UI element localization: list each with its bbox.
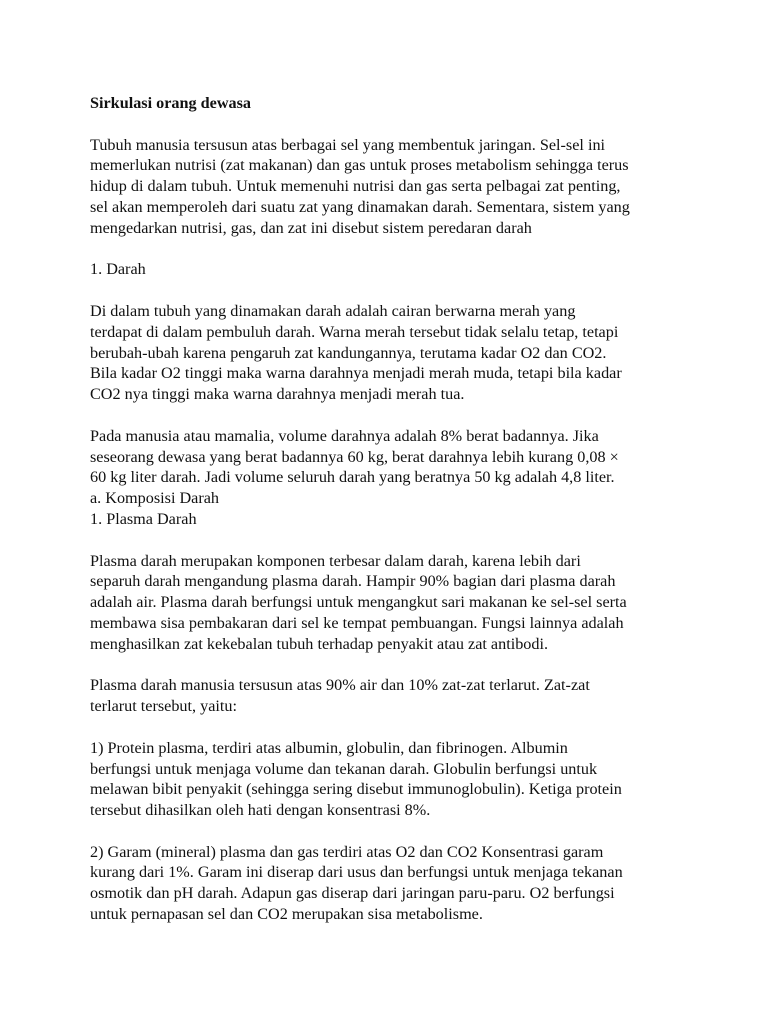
text-line: sel akan memperoleh dari suatu zat yang dinamakan darah. Sementara, sistem yang <box>90 197 630 216</box>
text-line: Bila kadar O2 tinggi maka warna darahnya menjadi merah muda, tetapi bila kadar <box>90 364 622 383</box>
text-line: Tubuh manusia tersusun atas berbagai sel yang membentuk jaringan. Sel-sel ini <box>90 135 606 154</box>
document-body <box>90 135 690 925</box>
document-title: Sirkulasi orang dewasa <box>90 94 252 112</box>
paragraph-gap <box>90 239 690 260</box>
text-line: memerlukan nutrisi (zat makanan) dan gas untuk proses metabolism sehingga terus <box>90 156 629 175</box>
text-line: membawa sisa pembakaran dari sel ke tempat pembuangan. Fungsi lainnya adalah <box>90 613 624 632</box>
paragraph-6 <box>90 675 690 717</box>
text-line: kurang dari 1%. Garam ini diserap dari usus dan berfungsi untuk menjaga tekanan <box>90 863 623 882</box>
text-line: Pada manusia atau mamalia, volume darahnya adalah 8% berat badannya. Jika <box>90 426 599 445</box>
paragraph-gap <box>90 405 690 426</box>
paragraph-1 <box>90 135 690 239</box>
paragraph-8 <box>90 842 690 925</box>
text-line: 2) Garam (mineral) plasma dan gas terdiri atas O2 dan CO2 Konsentrasi garam <box>90 842 604 861</box>
text-line: 1. Plasma Darah <box>90 509 197 528</box>
paragraph-gap <box>90 280 690 301</box>
text-line: Di dalam tubuh yang dinamakan darah adalah cairan berwarna merah yang <box>90 301 576 320</box>
text-line: 60 kg liter darah. Jadi volume seluruh darah yang beratnya 50 kg adalah 4,8 liter. <box>90 468 615 487</box>
text-line: 1. Darah <box>90 260 146 279</box>
text-line: terdapat di dalam pembuluh darah. Warna merah tersebut tidak selalu tetap, tetapi <box>90 322 619 341</box>
text-line: menghasilkan zat kekebalan tubuh terhadap penyakit atau zat antibodi. <box>90 634 549 653</box>
text-line: tersebut dihasilkan oleh hati dengan konsentrasi 8%. <box>90 801 431 820</box>
text-line: Plasma darah merupakan komponen terbesar dalam darah, karena lebih dari <box>90 551 581 570</box>
text-line: hidup di dalam tubuh. Untuk memenuhi nutrisi dan gas serta pelbagai zat penting, <box>90 177 621 196</box>
text-line: Plasma darah manusia tersusun atas 90% air dan 10% zat-zat terlarut. Zat-zat <box>90 676 590 695</box>
text-line: untuk pernapasan sel dan CO2 merupakan sisa metabolisme. <box>90 905 483 924</box>
text-line: CO2 nya tinggi maka warna darahnya menjadi merah tua. <box>90 385 465 404</box>
paragraph-gap <box>90 717 690 738</box>
text-line: mengedarkan nutrisi, gas, dan zat ini disebut sistem peredaran darah <box>90 218 532 237</box>
text-line: adalah air. Plasma darah berfungsi untuk mengangkut sari makanan ke sel-sel serta <box>90 593 627 612</box>
text-line: seseorang dewasa yang berat badannya 60 kg, berat darahnya lebih kurang 0,08 × <box>90 447 619 466</box>
paragraph-gap <box>90 655 690 676</box>
text-line: berfungsi untuk menjaga volume dan tekanan darah. Globulin berfungsi untuk <box>90 759 598 778</box>
paragraph-gap <box>90 530 690 551</box>
text-line: separuh darah mengandung plasma darah. Hampir 90% bagian dari plasma darah <box>90 572 616 591</box>
paragraph-3 <box>90 301 690 405</box>
paragraph-7 <box>90 738 690 821</box>
text-line: melawan bibit penyakit (sehingga sering disebut immunoglobulin). Ketiga protein <box>90 780 622 799</box>
text-line: a. Komposisi Darah <box>90 489 220 508</box>
paragraph-4 <box>90 426 690 530</box>
text-line: 1) Protein plasma, terdiri atas albumin, globulin, dan fibrinogen. Albumin <box>90 738 568 757</box>
text-line: terlarut tersebut, yaitu: <box>90 697 237 716</box>
paragraph-2 <box>90 259 690 280</box>
text-line: osmotik dan pH darah. Adapun gas diserap dari jaringan paru-paru. O2 berfungsi <box>90 884 615 903</box>
text-line: berubah-ubah karena pengaruh zat kandungannya, terutama kadar O2 dan CO2. <box>90 343 607 362</box>
paragraph-5 <box>90 551 690 655</box>
document-page <box>90 93 690 925</box>
paragraph-gap <box>90 821 690 842</box>
